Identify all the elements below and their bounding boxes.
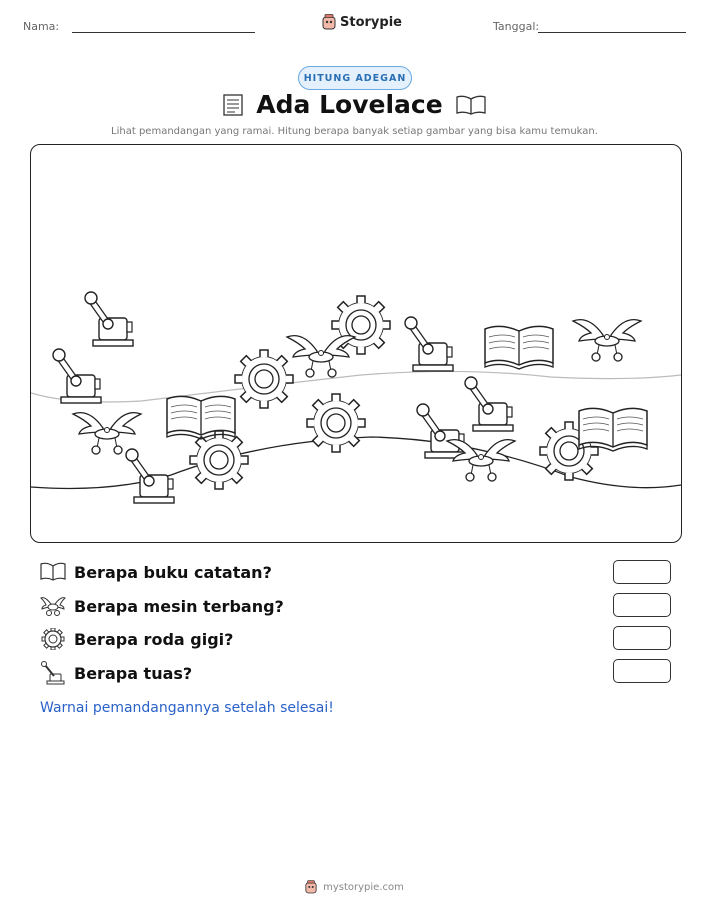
question-text: Berapa tuas? [74,663,193,683]
date-label: Tanggal: [493,20,540,33]
flying-machine-3 [73,413,141,454]
name-label: Nama: [23,20,60,33]
question-text: Berapa roda gigi? [74,629,234,649]
gear-3 [307,394,365,452]
lever-5 [417,404,465,458]
lever-3 [126,449,174,503]
question-gears [40,628,233,650]
notes-icon [222,93,244,117]
book-1 [167,396,235,439]
storypie-mascot-icon [305,880,317,894]
counting-scene [30,144,682,543]
question-flying-machines [40,595,284,617]
question-text: Berapa mesin terbang? [74,596,284,616]
answer-box-levers[interactable] [613,659,671,683]
flying-machine-1 [287,336,355,377]
lever-4 [405,317,453,371]
question-levers [40,661,192,685]
flying-machine-icon [40,595,66,617]
flying-machine-2 [573,320,641,361]
lever-6 [465,377,513,431]
page-title [0,90,709,123]
answer-box-flying-machines[interactable] [613,593,671,617]
activity-badge: HITUNG ADEGAN [298,66,412,90]
footer [0,880,709,894]
coloring-note: Warnai pemandangannya setelah selesai! [40,700,334,716]
flying-machine-4 [447,440,515,481]
storypie-mascot-icon [322,14,336,30]
answer-box-books[interactable] [613,560,671,584]
title-text: Ada Lovelace [256,90,443,119]
scene-illustration [31,145,681,542]
brand-logo [322,14,402,30]
question-text: Berapa buku catatan? [74,562,272,582]
book-icon [455,94,487,116]
gear-4 [190,431,248,489]
footer-url[interactable]: mystorypie.com [323,881,404,893]
lever-icon [40,661,66,685]
lever-2 [53,349,101,403]
name-field[interactable] [72,32,255,33]
gear-1 [235,350,293,408]
date-field[interactable] [538,32,686,33]
book-2 [485,326,553,369]
book-icon [40,562,66,582]
answer-box-gears[interactable] [613,626,671,650]
lever-1 [85,292,133,346]
instructions: Lihat pemandangan yang ramai. Hitung berapa banyak setiap gambar yang bisa kamu temukan. [111,126,598,137]
question-books [40,562,272,582]
gear-icon [40,628,66,650]
brand-name: Storypie [340,14,402,30]
